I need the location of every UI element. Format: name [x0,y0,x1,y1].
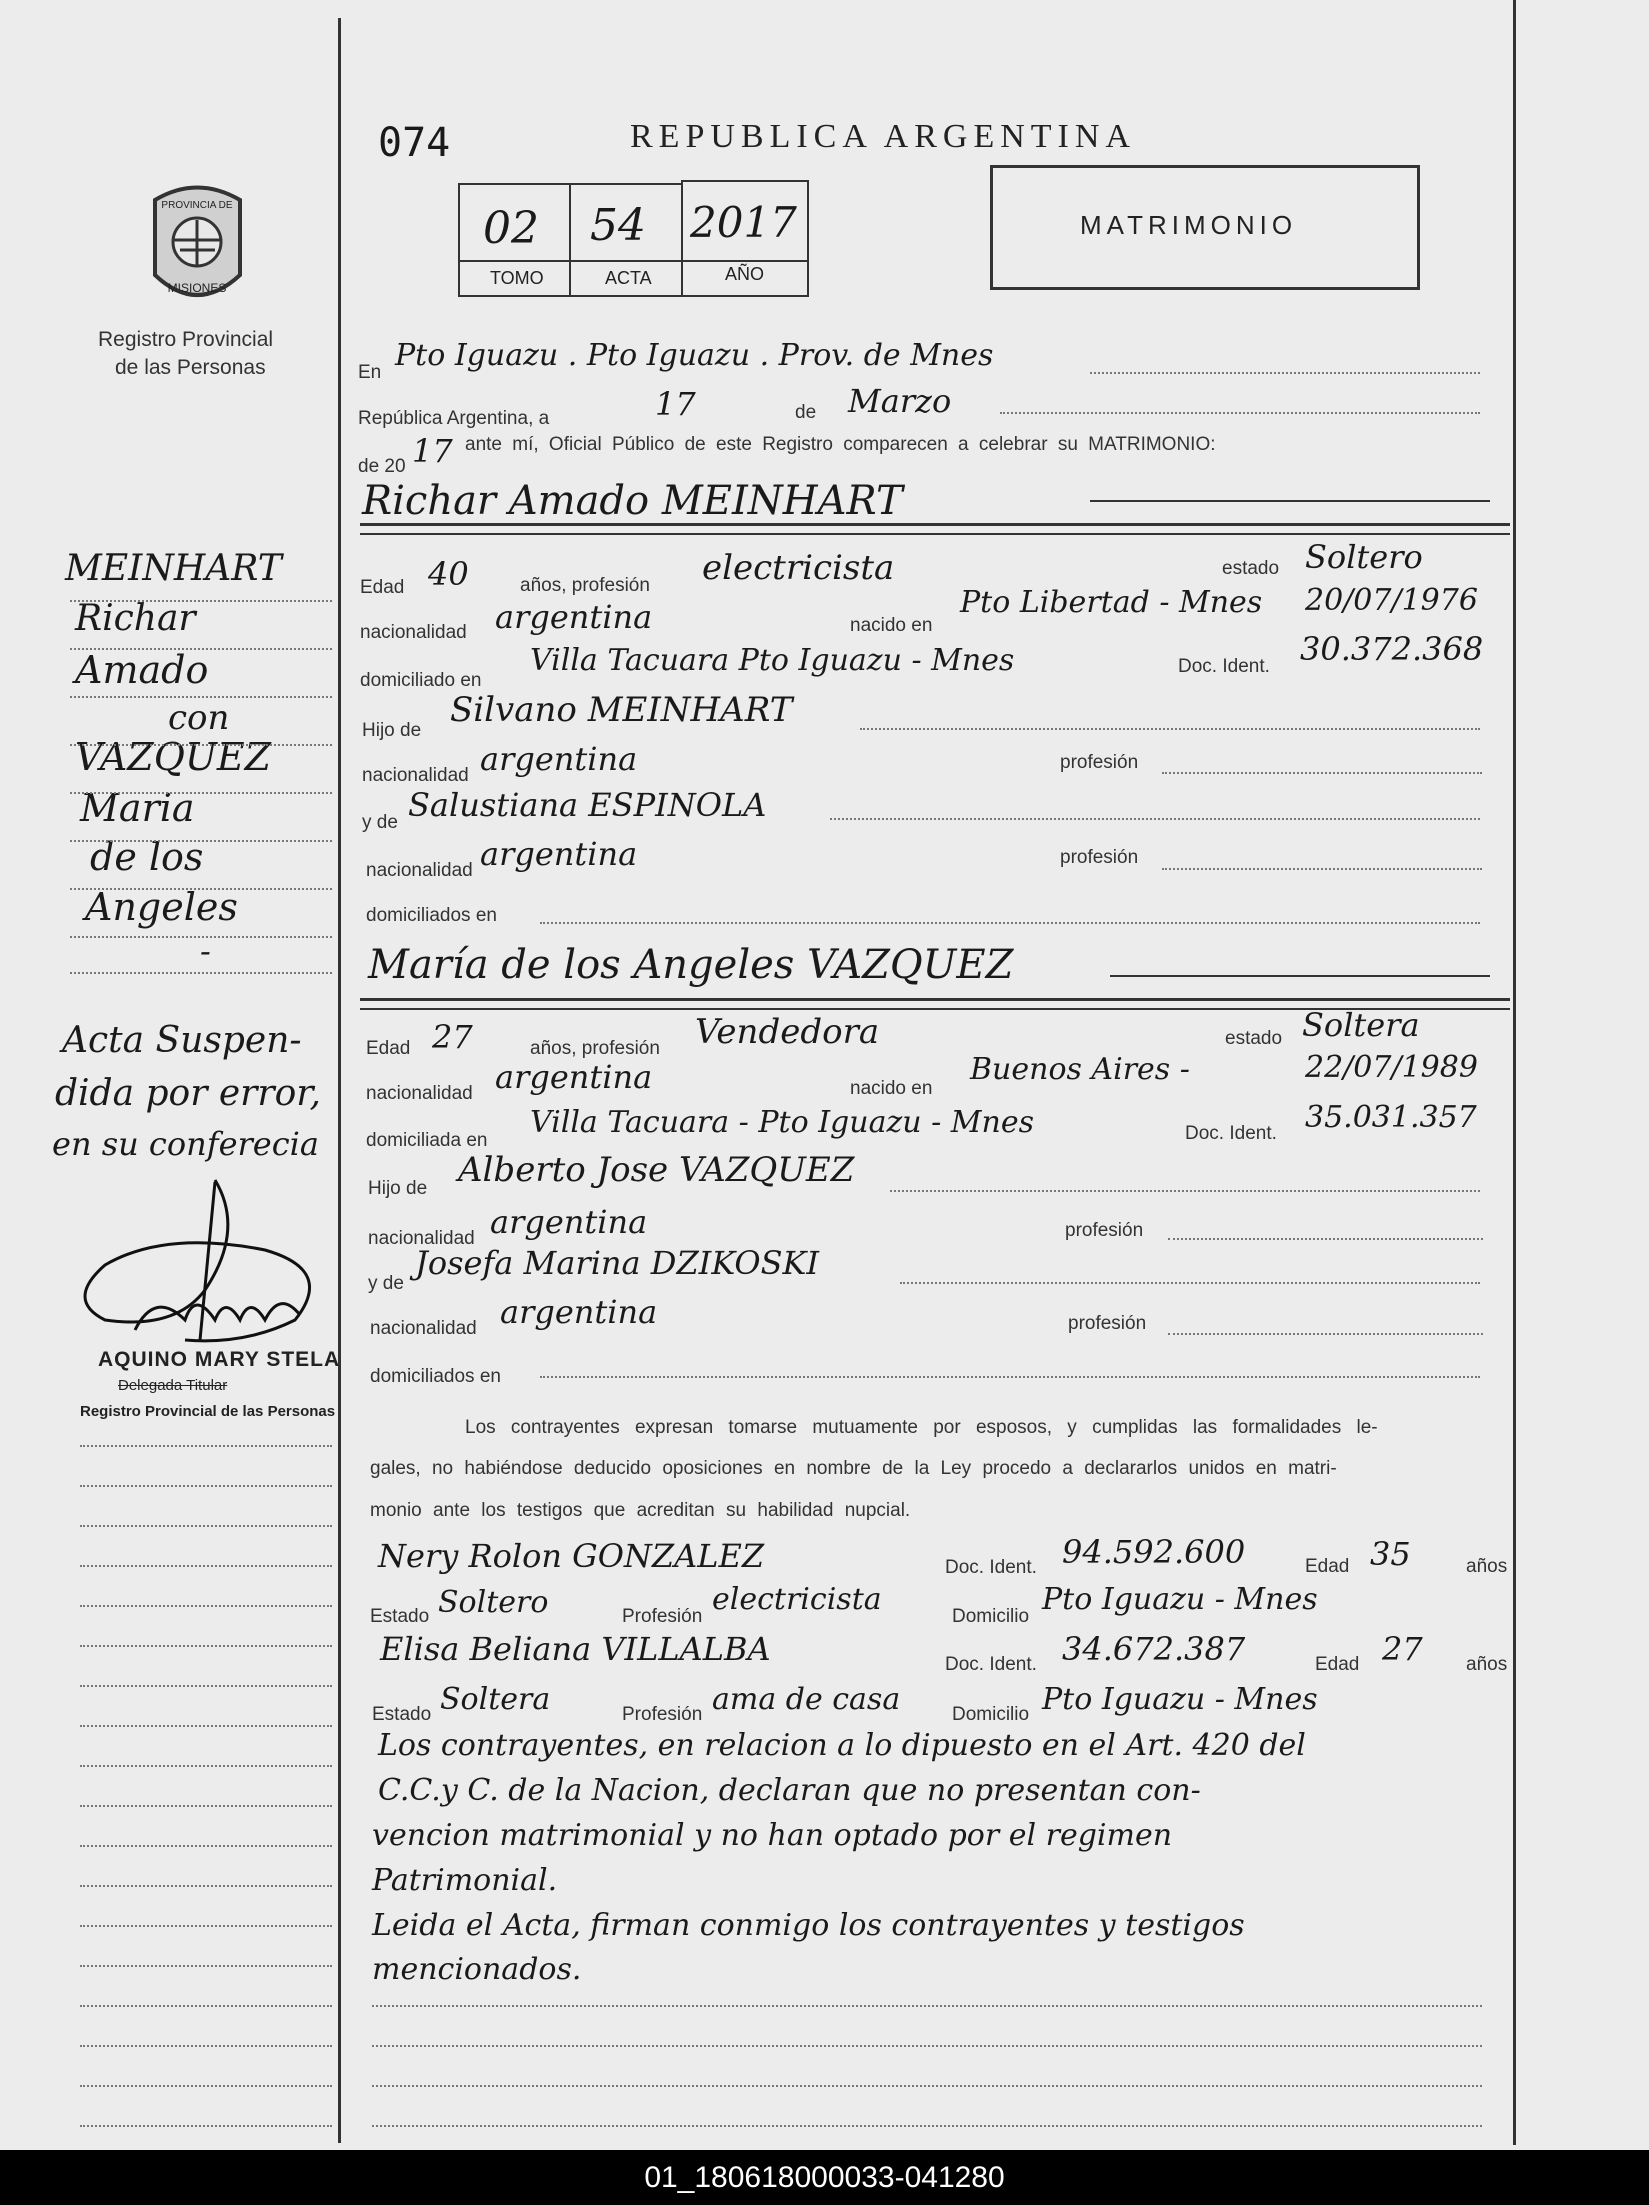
margin-dotline-19 [80,1805,332,1807]
month-dotline [1000,412,1480,414]
signer-name: AQUINO MARY STELA [98,1348,341,1371]
groom-name-rule [1090,500,1490,502]
margin-name-3: Amado [75,648,209,692]
note-line5: Leida el Acta, firman conmigo los contrayentes y testigos [372,1908,1245,1943]
margin-dotline-26 [80,2085,332,2087]
note-line1: Los contrayentes, en relacion a lo dipuesto en el Art. 420 del [378,1728,1306,1763]
witness1-estado-label: Estado [370,1606,430,1627]
registry-name-line2: de las Personas [115,356,266,379]
bride-y-de-label: y de [368,1273,404,1294]
day-value: 17 [655,385,696,423]
margin-dotline-1 [70,600,332,602]
bride-section-rule [360,998,1510,1001]
groom-mother-dotline [830,818,1480,820]
margin-dotline-18 [80,1765,332,1767]
year-prefix: de 20 [358,456,406,477]
box-divider [458,260,809,262]
note-dotline-4 [372,2125,1482,2127]
bride-doc-label: Doc. Ident. [1185,1123,1277,1144]
anio-label: AÑO [725,264,765,284]
margin-dotline-21 [80,1885,332,1887]
bride-mother-nat-label: nacionalidad [370,1318,477,1339]
intro-text: ante mí, Oficial Público de este Registro comparecen a celebrar su MATRIMONIO: [465,434,1216,455]
witness2-profesion-label: Profesión [622,1704,703,1725]
groom-hijo-label: Hijo de [362,720,422,741]
bride-birthdate: 22/07/1989 [1305,1050,1478,1085]
bride-father-nat: argentina [490,1203,648,1241]
signer-office: Registro Provincial de las Personas [80,1403,336,1420]
en-label: En [358,362,382,383]
groom-domiciliados-dotline [540,922,1480,924]
folio-number: 074 [378,120,451,166]
witness1-profesion-label: Profesión [622,1606,703,1627]
groom-nationality: argentina [495,598,653,636]
bride-profession: Vendedora [695,1012,880,1052]
seal-top-text: PROVINCIA DE [161,200,233,211]
margin-name-8: Angeles [85,885,238,929]
margin-dotline-23 [80,1965,332,1967]
witness1-domicilio-label: Domicilio [952,1606,1030,1627]
groom-father-dotline [860,728,1480,730]
registry-name-line1: Registro Provincial [98,328,274,351]
margin-dotline-15 [80,1645,332,1647]
note-dotline-1 [372,2005,1482,2007]
witness1-domicile: Pto Iguazu - Mnes [1042,1582,1318,1617]
right-border [1513,0,1516,2145]
bride-father-nat-label: nacionalidad [368,1228,475,1249]
witness2-domicilio-label: Domicilio [952,1704,1030,1725]
bride-father-dotline [890,1190,1480,1192]
groom-edad-label: Edad [360,577,405,598]
acta-label: ACTA [605,268,652,288]
bride-nacionalidad-label: nacionalidad [366,1083,473,1104]
signer-role: Delegada Titular [118,1377,228,1394]
groom-mother-prof-dotline [1162,868,1482,870]
seal-bottom-text: MISIONES [167,281,227,295]
bride-mother-dotline [900,1282,1480,1284]
margin-name-7: de los [90,835,204,879]
footer-id: 01_180618000033-041280 [0,2150,1649,2205]
margin-name-5: VAZQUEZ [75,735,272,779]
bride-mother-nat: argentina [500,1293,658,1331]
margin-dotline-6 [70,840,332,842]
margin-dotline-14 [80,1605,332,1607]
margin-dotline-20 [80,1845,332,1847]
groom-mother-nat: argentina [480,835,638,873]
witness1-doc-label: Doc. Ident. [945,1557,1037,1578]
republica-label: República Argentina, a [358,408,550,429]
signature [65,1170,350,1355]
witness2-status: Soltera [440,1682,551,1717]
bride-edad-label: Edad [366,1038,411,1059]
margin-dotline-16 [80,1685,332,1687]
witness1-doc: 94.592.600 [1062,1533,1246,1571]
doc-type-title: MATRIMONIO [1080,210,1298,240]
groom-mother-nat-label: nacionalidad [366,860,473,881]
margin-dotline-27 [80,2125,332,2127]
margin-dotline-9 [70,972,332,974]
groom-section-rule-2 [360,533,1510,535]
groom-y-de-label: y de [362,812,398,833]
bride-doc: 35.031.357 [1305,1100,1477,1135]
note-line4: Patrimonial. [372,1863,558,1898]
groom-birthplace: Pto Libertad - Mnes [960,585,1263,620]
groom-mother: Salustiana ESPINOLA [408,786,767,824]
witness1-anos-label: años [1466,1556,1508,1577]
witness2-profession: ama de casa [712,1682,901,1717]
margin-divider [338,18,341,2143]
bride-mother: Josefa Marina DZIKOSKI [415,1244,820,1282]
witness2-name: Elisa Beliana VILLALBA [380,1630,771,1668]
bride-nacido-label: nacido en [850,1078,933,1099]
bride-father-prof-dotline [1168,1238,1483,1240]
groom-doc-label: Doc. Ident. [1178,656,1270,677]
suspension-note-2: dida por error, [55,1073,321,1114]
witness2-anos-label: años [1466,1654,1508,1675]
declaration-line2: gales, no habiéndose deducido oposiciones en nombre de la Ley procedo a declararlos unidos en matri- [370,1458,1337,1479]
bride-age: 27 [432,1018,473,1056]
place-dotline [1090,372,1480,374]
anio-value: 2017 [690,198,797,247]
groom-anos-profesion-label: años, profesión [520,575,650,596]
note-dotline-3 [372,2085,1482,2087]
margin-name-4: con [168,698,230,738]
suspension-note-1: Acta Suspen- [62,1020,302,1061]
bride-father: Alberto Jose VAZQUEZ [458,1150,855,1190]
bride-hijo-label: Hijo de [368,1178,428,1199]
groom-estado-label: estado [1222,558,1280,579]
margin-dotline-17 [80,1725,332,1727]
margin-dotline-25 [80,2045,332,2047]
groom-doc: 30.372.368 [1300,630,1484,668]
note-line2: C.C.y C. de la Nacion, declaran que no presentan con- [378,1773,1201,1808]
groom-domiciliados-label: domiciliados en [366,905,497,926]
suspension-note-3: en su conferecia [52,1125,319,1163]
bride-father-prof-label: profesión [1065,1220,1144,1241]
year-suffix: 17 [412,432,453,470]
witness2-doc: 34.672.387 [1062,1630,1246,1668]
registry-seal [135,180,260,315]
witness2-domicile: Pto Iguazu - Mnes [1042,1682,1318,1717]
bride-status: Soltera [1302,1006,1420,1044]
groom-domicile: Villa Tacuara Pto Iguazu - Mnes [530,643,1015,678]
bride-estado-label: estado [1225,1028,1283,1049]
note-dotline-2 [372,2045,1482,2047]
margin-dotline-10 [80,1445,332,1447]
bride-name-rule [1110,975,1490,977]
margin-dotline-4 [70,744,332,746]
witness1-name: Nery Rolon GONZALEZ [378,1537,765,1575]
country-title: REPUBLICA ARGENTINA [630,118,1136,155]
bride-domiciliados-dotline [540,1376,1480,1378]
groom-father-nat-label: nacionalidad [362,765,469,786]
margin-dotline-13 [80,1565,332,1567]
margin-name-2: Richar [75,598,196,639]
witness2-age: 27 [1382,1630,1423,1668]
declaration-line3: monio ante los testigos que acreditan su habilidad nupcial. [370,1500,911,1521]
groom-profession: electricista [702,548,895,588]
bride-mother-prof-dotline [1168,1333,1483,1335]
margin-name-9: - [200,932,211,970]
bride-nationality: argentina [495,1058,653,1096]
bride-birthplace: Buenos Aires - [970,1052,1190,1087]
margin-dotline-12 [80,1525,332,1527]
bride-mother-prof-label: profesión [1068,1313,1147,1334]
groom-nacido-label: nacido en [850,615,933,636]
groom-birthdate: 20/07/1976 [1305,583,1478,618]
tomo-label: TOMO [490,268,544,288]
witness1-profession: electricista [712,1582,882,1617]
witness2-doc-label: Doc. Ident. [945,1654,1037,1675]
tomo-value: 02 [483,203,539,254]
acta-value: 54 [590,200,646,251]
witness2-edad-label: Edad [1315,1654,1360,1675]
groom-age: 40 [428,555,469,593]
bride-anos-profesion-label: años, profesión [530,1038,660,1059]
margin-dotline-5 [70,792,332,794]
note-line6: mencionados. [372,1952,582,1987]
declaration-line1: Los contrayentes expresan tomarse mutuamente por esposos, y cumplidas las formalidades le- [465,1417,1378,1438]
margin-dotline-22 [80,1925,332,1927]
bride-domicile: Villa Tacuara - Pto Iguazu - Mnes [530,1105,1034,1140]
margin-dotline-7 [70,888,332,890]
margin-dotline-24 [80,2005,332,2007]
witness1-edad-label: Edad [1305,1556,1350,1577]
margin-dotline-11 [80,1485,332,1487]
groom-father-prof-dotline [1162,772,1482,774]
margin-name-1: MEINHART [65,548,282,589]
groom-father: Silvano MEINHART [450,690,793,730]
bride-domiciliados-label: domiciliados en [370,1366,501,1387]
witness1-age: 35 [1370,1535,1411,1573]
margin-dotline-2 [70,648,332,650]
groom-section-rule [360,523,1510,526]
margin-name-6: Maria [80,786,195,830]
groom-status: Soltero [1305,538,1423,576]
groom-mother-prof-label: profesión [1060,847,1139,868]
groom-father-prof-label: profesión [1060,752,1139,773]
groom-name: Richar Amado MEINHART [362,478,903,524]
month-value: Marzo [848,382,952,420]
witness1-status: Soltero [438,1585,549,1620]
de-label: de [795,402,817,423]
witness2-estado-label: Estado [372,1704,432,1725]
bride-domiciliada-label: domiciliada en [366,1130,488,1151]
groom-nacionalidad-label: nacionalidad [360,622,467,643]
margin-dotline-3 [70,696,332,698]
groom-father-nat: argentina [480,740,638,778]
place-value: Pto Iguazu . Pto Iguazu . Prov. de Mnes [395,338,994,373]
note-line3: vencion matrimonial y no han optado por el regimen [372,1818,1173,1853]
margin-dotline-8 [70,936,332,938]
groom-domiciliado-label: domiciliado en [360,670,482,691]
bride-name: María de los Angeles VAZQUEZ [368,942,1014,988]
